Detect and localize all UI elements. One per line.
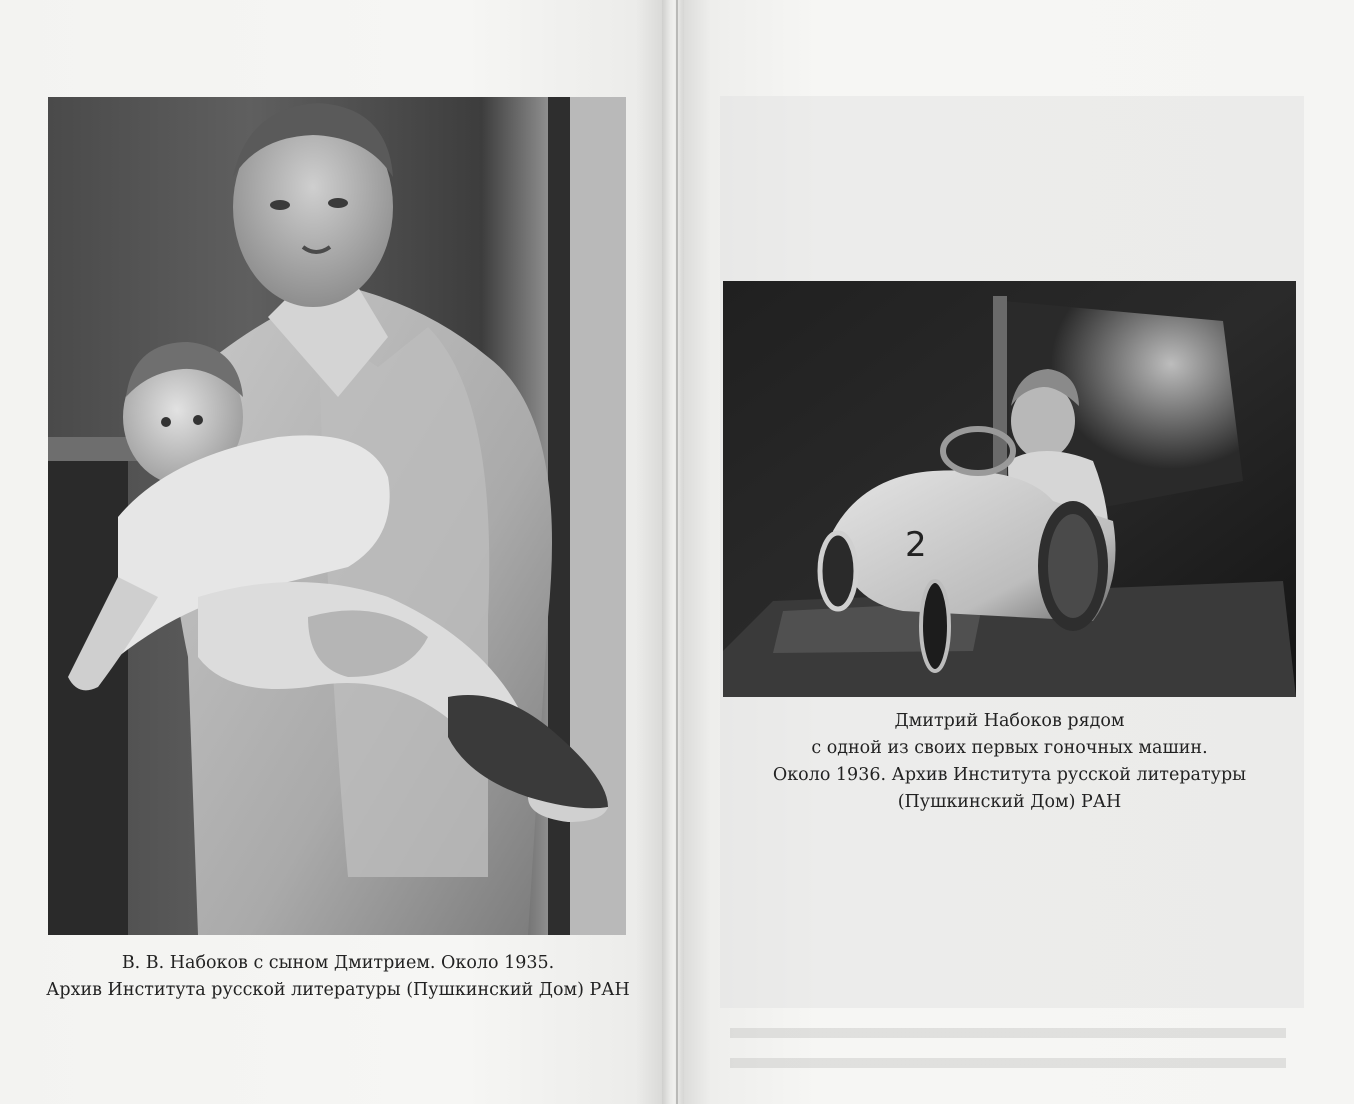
gutter-crease [676,0,678,1104]
left-caption-line-1: В. В. Набоков с сыном Дмитрием. Около 1935. [121,953,555,973]
right-photo [723,281,1296,697]
right-caption-line-1: Дмитрий Набоков рядом [894,711,1125,731]
left-caption [40,950,636,1004]
right-caption-line-4: (Пушкинский Дом) РАН [897,792,1122,812]
show-through-ghost-text [730,1024,1286,1080]
book-gutter [662,0,684,1104]
car-number-text: 2 [905,525,927,565]
right-caption-line-3: Около 1936. Архив Института русской литературы [772,765,1247,785]
right-caption [723,708,1296,816]
left-caption-line-2: Архив Института русской литературы (Пушкинский Дом) РАН [46,980,630,1000]
left-photo [48,97,626,935]
right-caption-line-2: с одной из своих первых гоночных машин. [811,738,1208,758]
